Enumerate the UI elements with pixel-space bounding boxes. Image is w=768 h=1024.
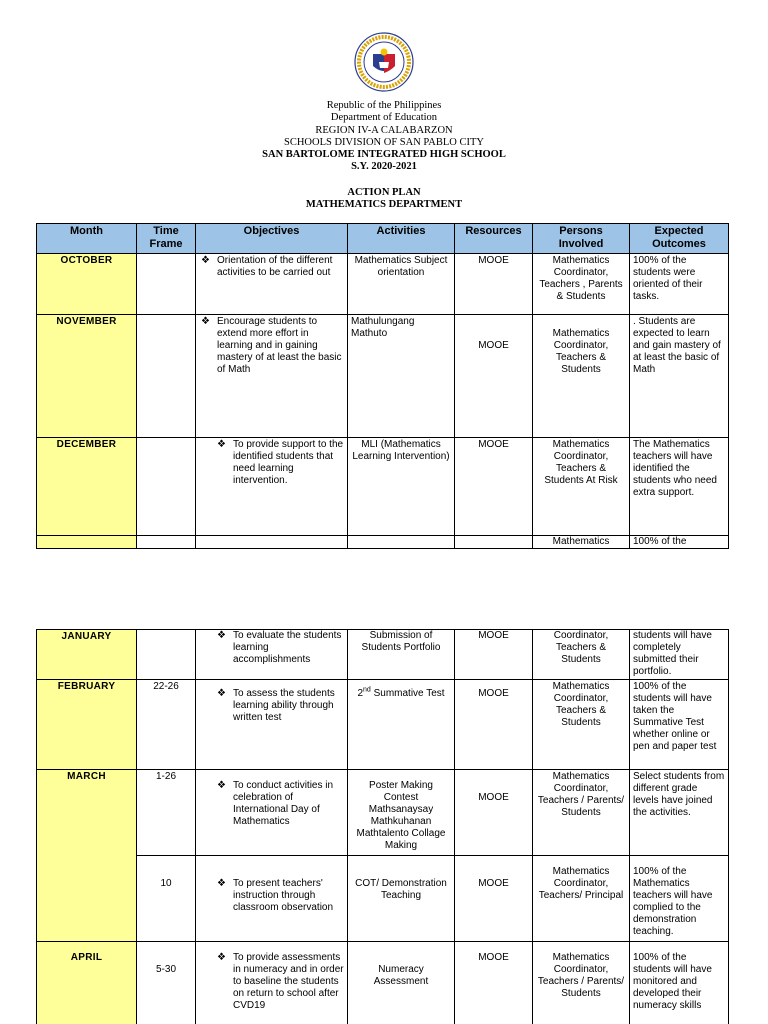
resource-cell <box>455 536 533 549</box>
action-plan-table <box>36 223 729 549</box>
objective-cell: ❖ To evaluate the students learning accomplishments <box>196 630 348 680</box>
month-cell: JANUARY <box>37 630 137 680</box>
header-republic: Republic of the Philippines <box>326 100 442 111</box>
resource-cell: MOOE <box>455 438 533 536</box>
resource-cell: MOOE <box>455 680 533 770</box>
persons-cell: Mathematics Coordinator, Teachers / Parents/ Students <box>533 770 630 856</box>
objective-cell <box>196 536 348 549</box>
time-cell: 1-26 <box>137 770 196 856</box>
table-row <box>37 254 729 315</box>
table-header-row <box>37 224 729 254</box>
time-cell <box>137 536 196 549</box>
time-cell: 22-26 <box>137 680 196 770</box>
outcome-cell: 100% of the students will have monitored and developed their numeracy skills <box>630 942 729 1024</box>
header-region: REGION IV-A CALABARZON <box>315 124 453 136</box>
document-title <box>0 187 768 212</box>
objective-cell: ❖ To conduct activities in celebration of International Day of Mathematics <box>196 770 348 856</box>
activity-cell <box>348 536 455 549</box>
resource-cell: MOOE <box>455 770 533 856</box>
objective-cell: ❖ Orientation of the different activities to be carried out <box>196 254 348 315</box>
table-row <box>37 856 729 942</box>
activity-cell: Mathematics Subject orientation <box>348 254 455 315</box>
time-cell <box>137 254 196 315</box>
bullet-icon: ❖ <box>217 439 226 450</box>
outcome-cell: The Mathematics teachers will have identified the students who need extra support. <box>630 438 729 536</box>
objective-cell: ❖ To provide assessments in numeracy and in order to baseline the students on return to school after CVD19 <box>196 942 348 1024</box>
month-cell: FEBRUARY <box>37 680 137 770</box>
objective-cell: ❖ To present teachers' instruction through classroom observation <box>196 856 348 942</box>
document-page-2 <box>0 629 768 1024</box>
action-plan-table-continued <box>36 629 729 1024</box>
col-objectives: Objectives <box>196 224 348 254</box>
activity-cell: Mathulungang Mathuto <box>348 315 455 438</box>
month-cell: MARCH <box>37 770 137 942</box>
activity-cell: Poster Making Contest Mathsanaysay Mathkuhanan Mathtalento Collage Making <box>348 770 455 856</box>
col-expected-outcomes: Expected Outcomes <box>630 224 729 254</box>
table-row <box>37 315 729 438</box>
time-cell: 10 <box>137 856 196 942</box>
outcome-cell: 100% of the Mathematics teachers will have complied to the demonstration teaching. <box>630 856 729 942</box>
time-cell <box>137 438 196 536</box>
objective-cell: ❖ To provide support to the identified students that need learning intervention. <box>196 438 348 536</box>
bullet-icon: ❖ <box>217 878 226 889</box>
outcome-cell: students will have completely submitted their portfolio. <box>630 630 729 680</box>
month-cell <box>37 536 137 549</box>
persons-cell: Coordinator, Teachers & Students <box>533 630 630 680</box>
persons-cell: Mathematics Coordinator, Teachers & Students At Risk <box>533 438 630 536</box>
title-department: MATHEMATICS DEPARTMENT <box>305 199 463 211</box>
month-cell: NOVEMBER <box>37 315 137 438</box>
persons-cell: Mathematics Coordinator, Teachers & Students <box>533 680 630 770</box>
table-row <box>37 770 729 856</box>
bullet-icon: ❖ <box>201 316 210 327</box>
resource-cell: MOOE <box>455 630 533 680</box>
month-cell: OCTOBER <box>37 254 137 315</box>
persons-cell: Mathematics Coordinator, Teachers & Students <box>533 315 630 438</box>
bullet-icon: ❖ <box>217 780 226 791</box>
persons-cell: Mathematics Coordinator, Teachers / Parents/ Students <box>533 942 630 1024</box>
objective-cell: ❖ To assess the students learning ability through written test <box>196 680 348 770</box>
objective-cell: ❖ Encourage students to extend more effort in learning and in gaining mastery of at least the basic of Math <box>196 315 348 438</box>
persons-cell: Mathematics <box>533 536 630 549</box>
table-row <box>37 680 729 770</box>
document-header <box>0 100 768 174</box>
persons-cell: Mathematics Coordinator, Teachers , Parents & Students <box>533 254 630 315</box>
col-persons-involved: Persons Involved <box>533 224 630 254</box>
activity-cell: Numeracy Assessment <box>348 942 455 1024</box>
col-month: Month <box>37 224 137 254</box>
resource-cell: MOOE <box>455 315 533 438</box>
month-cell: APRIL <box>37 942 137 1024</box>
time-cell: 5-30 <box>137 942 196 1024</box>
activity-cell: 2nd Summative Test <box>348 680 455 770</box>
time-cell <box>137 630 196 680</box>
outcome-cell: . Students are expected to learn and gain mastery of at least the basic of Math <box>630 315 729 438</box>
bullet-icon: ❖ <box>201 255 210 266</box>
col-activities: Activities <box>348 224 455 254</box>
outcome-cell: Select students from different grade levels have joined the activities. <box>630 770 729 856</box>
header-department: Department of Education <box>330 112 438 124</box>
month-cell: DECEMBER <box>37 438 137 536</box>
header-division: SCHOOLS DIVISION OF SAN PABLO CITY <box>283 136 484 148</box>
page-gap <box>0 575 768 629</box>
outcome-cell: 100% of the <box>630 536 729 549</box>
bullet-icon: ❖ <box>217 952 226 963</box>
outcome-cell: 100% of the students will have taken the Summative Test whether online or pen and paper test <box>630 680 729 770</box>
resource-cell: MOOE <box>455 856 533 942</box>
activity-cell: MLI (Mathematics Learning Intervention) <box>348 438 455 536</box>
deped-seal-icon <box>354 32 414 92</box>
col-time-frame: Time Frame <box>137 224 196 254</box>
title-action-plan: ACTION PLAN <box>347 187 421 198</box>
col-resources: Resources <box>455 224 533 254</box>
table-row <box>37 630 729 680</box>
activity-cell: Submission of Students Portfolio <box>348 630 455 680</box>
bullet-icon: ❖ <box>217 630 226 641</box>
header-school: SAN BARTOLOME INTEGRATED HIGH SCHOOL <box>262 149 506 161</box>
resource-cell: MOOE <box>455 942 533 1024</box>
persons-cell: Mathematics Coordinator, Teachers/ Principal <box>533 856 630 942</box>
activity-cell: COT/ Demonstration Teaching <box>348 856 455 942</box>
time-cell <box>137 315 196 438</box>
table-row <box>37 536 729 549</box>
header-school-year: S.Y. 2020-2021 <box>351 161 417 173</box>
bullet-icon: ❖ <box>217 688 226 699</box>
table-row <box>37 438 729 536</box>
table-row <box>37 942 729 1024</box>
resource-cell: MOOE <box>455 254 533 315</box>
outcome-cell: 100% of the students were oriented of their tasks. <box>630 254 729 315</box>
